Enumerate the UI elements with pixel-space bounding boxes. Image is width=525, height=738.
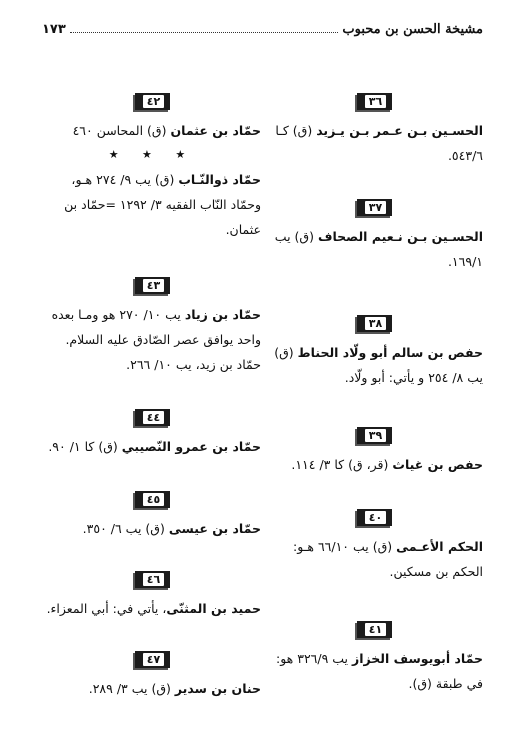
entry-number-badge: ٤٤ [135, 409, 170, 426]
entry-name: حفص بن سالم أبو ولّاد الحناط [297, 345, 483, 360]
entry-text: (ق) يب ٨/ ٢٥٤ و يأتي: أبو ولّاد. [274, 345, 483, 385]
entry-name: حفص بن غياث [392, 457, 483, 472]
entry-text: (ق) يب ٦٦/١٠ هـو: الحكم بن مسكين. [293, 539, 483, 579]
entry-number-badge: ٣٨ [357, 315, 392, 332]
entry-text: (ق) المحاسن ٤٦٠ [72, 123, 171, 138]
entry-name: الحسـين بـن عـمر بـن يـزيد [316, 123, 483, 138]
header-title: مشيخة الحسن بن محبوب [342, 22, 483, 37]
entry-name: حميد بن المثنّى [166, 601, 261, 616]
section-stars: ★ ★ ★ [108, 148, 196, 161]
entry [43, 568, 261, 621]
entry-number-badge: ٣٩ [357, 427, 392, 444]
entry [43, 648, 261, 701]
entry-text: (قر، ق) كا ٣/ ١١٤. [291, 457, 393, 472]
entry [265, 196, 483, 274]
entry-name: الحسـين بـن نـعيم الصحاف [317, 229, 483, 244]
entry-number-badge: ٤٥ [135, 491, 170, 508]
running-header [42, 22, 483, 44]
entry-name: حمّاد بن عمرو النّصيبي [121, 439, 261, 454]
entry-number-badge: ٤٢ [135, 93, 170, 110]
entry-number-badge: ٤٠ [357, 509, 392, 526]
entry [265, 618, 483, 696]
entry-name: الحكم الأعـمى [396, 539, 483, 554]
entry-name: حمّاد بن عثمان [170, 123, 261, 138]
entry-text: (ق) كا ١/ ٩٠. [48, 439, 122, 454]
entry-number-badge: ٤٣ [135, 277, 170, 294]
entry [43, 90, 261, 242]
entry-name: حمّاد ذوالنّـاب [178, 172, 261, 187]
entry-number-badge: ٤٧ [135, 651, 170, 668]
entry-text: (ق) يب ٣/ ٢٨٩. [88, 681, 175, 696]
entry-name: حمّاد أبويوسف الخزاز [352, 651, 483, 666]
entry-number-badge: ٣٧ [357, 199, 392, 216]
entry-text: (ق) يب ٦/ ٣٥٠. [82, 521, 169, 536]
entry-name: حنان بن سدير [174, 681, 261, 696]
entry-number-badge: ٤١ [357, 621, 392, 638]
entry-text: ، يأتي في: أبي المعزاء. [46, 601, 167, 616]
entry [43, 274, 261, 377]
entry-text: (ق) يب ٩/ ٢٧٤ هـو، وحمّاد النّاب الفقيه ٣/ ١٢٩٢ =حمّاد بن عثمان. [64, 172, 261, 237]
entry [265, 90, 483, 168]
entry-number-badge: ٤٦ [135, 571, 170, 588]
entry-text: (ق) يب ١٦٩/١. [274, 229, 483, 269]
entry [265, 506, 483, 584]
entry-text: يب ١٠/ ٢٧٠ هو ومـا بعده واحد يوافق عصر الصّادق عليه السلام. حمّاد بن زيد، يب ١٠/ ٢٦٦. [51, 307, 261, 372]
header-dots [70, 22, 339, 33]
entry-name: حمّاد بن زياد [184, 307, 261, 322]
entry [265, 312, 483, 390]
entry-name: حمّاد بن عيسى [168, 521, 261, 536]
entry-text: (ق) كـا ٥٤٣/٦. [275, 123, 483, 163]
entry-text: يب ٣٢٦/٩ هو: في طبقة (ق). [276, 651, 483, 691]
entry-number-badge: ٣٦ [357, 93, 392, 110]
page-number: ١٧٣ [42, 22, 66, 37]
entry [265, 424, 483, 477]
entry [43, 406, 261, 459]
entry [43, 488, 261, 541]
